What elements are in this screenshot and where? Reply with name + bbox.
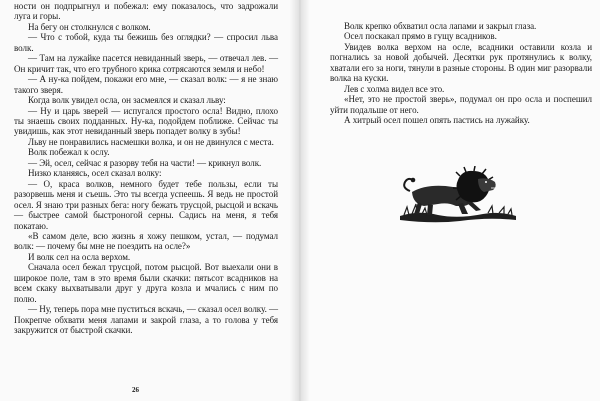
paragraph: «Нет, это не простой зверь», подумал он про осла и поспешил уйти подальше от него. bbox=[330, 94, 592, 115]
paragraph: Осел поскакал прямо в гущу всадников. bbox=[344, 31, 497, 42]
paragraph: На бегу он столкнулся с волком. bbox=[28, 21, 151, 32]
paragraph: — Что с тобой, куда ты бежишь без оглядки? — спросил льва волк. bbox=[14, 32, 278, 53]
paragraph: — Эй, осел, сейчас я разорву тебя на части! — крикнул волк. bbox=[28, 157, 262, 168]
paragraph: — А ну-ка пойдем, покажи его мне, — сказал волк: — я не знаю такого зверя. bbox=[14, 74, 278, 95]
paragraph: — Ну и царь зверей — испугался простого осла! Видно, плохо ты знаешь своих подданных. Ну-ка, подойдем поближе. Сейчас ты увидишь, как этот невиданный зверь попадет волку в зубы! bbox=[14, 105, 278, 137]
paragraph: — Там на лужайке пасется невиданный зверь, — отвечал лев. — Он кричит так, что его трубного крика сотрясаются земля и небо! bbox=[14, 53, 278, 74]
paragraph: — О, краса волков, немного будет тебе пользы, если ты разорвешь меня и съешь. Это ты всегда успеешь. Я ведь не простой осел. Я знаю три разных бега: ногу бежать трусцой, рысцой и вскачь — быстрее самой быстроногой серны. Садись на меня, я тебя покатаю. bbox=[14, 178, 278, 231]
paragraph: Льву не понравились насмешки волка, и он не двинулся с места. bbox=[28, 136, 274, 147]
paragraph: Когда волк увидел осла, он засмеялся и сказал льву: bbox=[28, 95, 226, 106]
right-page-text bbox=[330, 21, 592, 126]
paragraph: И волк сел на осла верхом. bbox=[28, 251, 131, 262]
paragraph: Низко кланяясь, осел сказал волку: bbox=[28, 168, 162, 179]
paragraph: «В самом деле, всю жизнь я хожу пешком, устал, — подумал волк: — почему бы мне не поездить на осле?» bbox=[14, 230, 278, 252]
left-page-text bbox=[14, 1, 278, 336]
paragraph: Волк крепко обхватил осла лапами и закрыл глаза. bbox=[344, 21, 537, 31]
page-number: 26 bbox=[132, 386, 139, 394]
book-gutter bbox=[290, 0, 310, 401]
paragraph: ности он подпрыгнул и побежал: ему показалось, что задрожали луга и горы. bbox=[14, 1, 278, 22]
paragraph: А хитрый осел пошел опять пастись на лужайку. bbox=[344, 115, 530, 126]
paragraph: Лев с холма видел все это. bbox=[344, 83, 445, 94]
lion-illustration bbox=[398, 166, 518, 224]
right-page bbox=[300, 0, 600, 401]
paragraph: Волк побежал к ослу. bbox=[28, 147, 110, 158]
paragraph: — Ну, теперь пора мне пуститься вскачь, — сказал осел волку. — Покрепче обхвати меня лапами и закрой глаза, а то голова у тебя закружится от быстрой скачки. bbox=[14, 304, 278, 336]
paragraph: Увидев волка верхом на осле, всадники оставили козла и погнались за новой добычей. Десятки рук протянулись к волку, хватали его за ноги, тянули в разные стороны. В один миг разорвали волка на куски. bbox=[330, 41, 592, 84]
paragraph: Сначала осел бежал трусцой, потом рысцой. Вот выехали они в широкое поле, там в это время были скачки: пятьсот всадников на всем скаку выхватывали друг у друга козла и мчались с ним по полю. bbox=[14, 262, 278, 304]
